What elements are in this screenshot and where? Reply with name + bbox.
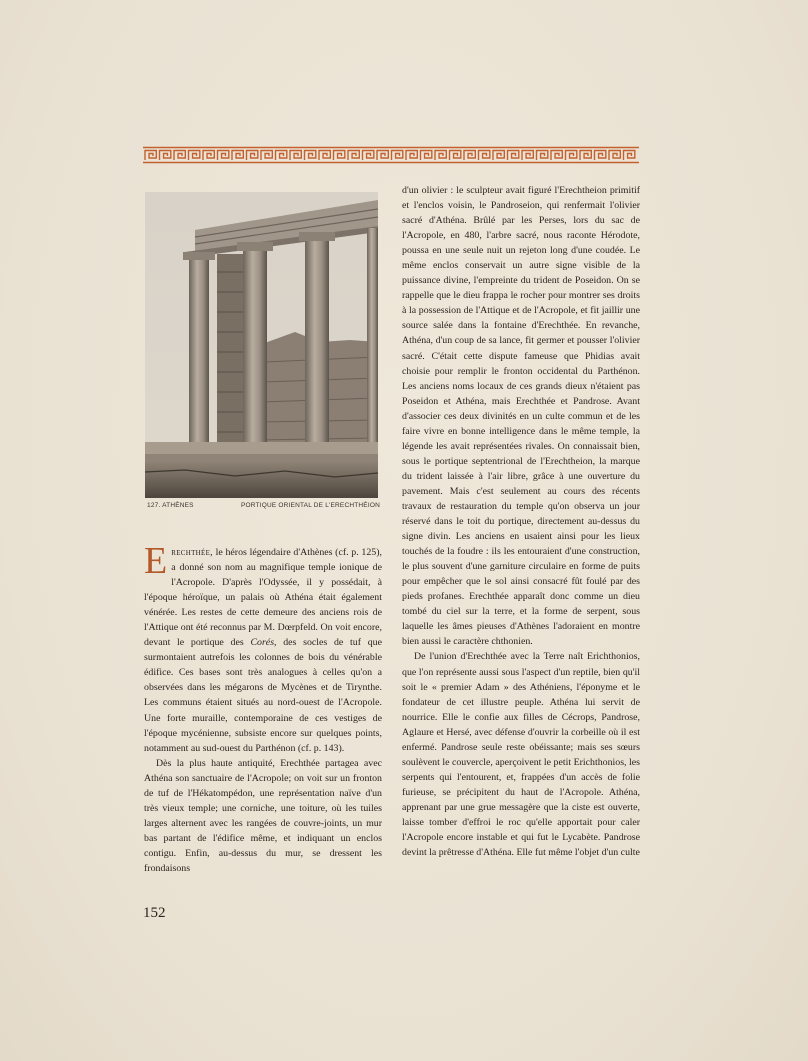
meander-unit [160, 151, 171, 161]
figure-caption [147, 502, 380, 514]
paragraph: d'un olivier : le sculpteur avait figuré l'Erechtheion primitif et l'enclos voisin, le Pandroseion, qui renfermait l'olivier sacré d'Athéna. Brûlé par les Perses, lors du sac de l'Acropole, en 480, l'arbre sacré, nous raconte Hérodote, poussa en une seule nuit un rejeton long d'une coudée. Le même enclos conservait un autre signe visible de la puissance divine, l'empreinte du trident de Poseidon. On se rappelle que le dieu frappa le rocher pour montrer ses droits à la possession de l'Attique et de l'Acropole, et fit jaillir une source salée dans la fontaine d'Erechthée. En revanche, Athéna, d'un coup de sa lance, fit germer et pousser l'olivier sacré. C'était cette dispute fameuse que Phidias avait choisie pour remplir le fronton occidental du Parthénon. Les anciens noms locaux de ces grands dieux n'étaient pas Poseidon et Athéna, mais Erechthée et Pandrose. Avant d'associer ces deux divinités en un culte commun et de les faire vivre en bonne intelligence dans le même temple, la légende les avait représentées rivales. On connaissait bien, sous le portique septentrional de l'Erechtheion, la marque du trident laissée à l'air libre, grâce à une ouverture du pavement. Mais c'est seulement au cours des récents travaux de restauration du temple qu'on observa un jour réservé dans le toit du portique, directement au-dessus du signe divin. Les anciens en usaient ainsi pour les lieux touchés de la foudre : ils les entouraient d'une construction, le plus souvent d'une garniture circulaire en forme de puits pour empêcher que le sol ainsi consacré fût foulé par des pieds profanes. Erechthée apparaît donc comme un dieu tombé du ciel sur la terre, et la forme de serpent, sous laquelle les âmes pieuses d'Athènes l'adoraient en montre bien aussi le caractère chthonien. [402, 185, 640, 648]
meander-unit [522, 151, 533, 161]
lead-word: rechthée, [171, 547, 213, 558]
drop-cap: E [144, 540, 168, 582]
meander-unit [464, 151, 475, 161]
caption-title: PORTIQUE ORIENTAL DE L'ERECHTHÉION [240, 502, 380, 509]
meander-unit [609, 151, 620, 161]
meander-unit [580, 151, 591, 161]
meander-unit [232, 151, 243, 161]
meander-unit [421, 151, 432, 161]
meander-unit [334, 151, 345, 161]
meander-unit [479, 151, 490, 161]
italic-term: Corés [250, 637, 275, 649]
meander-unit [305, 151, 316, 161]
meander-unit [218, 151, 229, 161]
meander-unit [145, 151, 156, 161]
meander-unit [276, 151, 287, 161]
meander-unit [392, 151, 403, 161]
caption-number-place: 127. ATHÈNES [147, 502, 194, 509]
meander-unit [595, 151, 606, 161]
meander-unit [537, 151, 548, 161]
meander-unit [450, 151, 461, 161]
meander-unit [363, 151, 374, 161]
greek-key-ornament [143, 146, 639, 164]
text-column-right [402, 183, 640, 860]
meander-unit [174, 151, 185, 161]
paragraph-text: le héros légendaire d'Athènes (cf. p. 125), a donné son nom au magnifique temple ionique de l'Acropole. D'après l'Odyssée, il y possédait, à l'époque héroïque, un palais où Athéna était également vénérée. Les restes de cette demeure des anciens rois de l'Attique ont été reconnus par M. Dœrpfeld. On voit encore, devant le portique des [144, 547, 382, 649]
meander-unit [493, 151, 504, 161]
paragraph-text: , des socles de tuf que surmontaient autrefois les colonnes de bois du vénérable édifice. Ces bases sont très analogues à celles qu'on a observées dans les mégarons de Mycènes et de Tirynthe. Les communs étaient situés au nord-ouest de l'Acropole. Une forte muraille, contemporaine de ces vestiges de l'époque mycénienne, subsiste encore sur quelques points, notamment au sud-ouest du Parthénon (cf. p. 143). [144, 637, 382, 754]
meander-unit [261, 151, 272, 161]
text-column-left [144, 540, 382, 876]
page-number: 152 [143, 905, 166, 921]
meander-unit [435, 151, 446, 161]
meander-unit [551, 151, 562, 161]
meander-unit [189, 151, 200, 161]
meander-unit [406, 151, 417, 161]
meander-unit [377, 151, 388, 161]
meander-unit [203, 151, 214, 161]
meander-unit [319, 151, 330, 161]
meander-unit [247, 151, 258, 161]
meander-unit [624, 151, 635, 161]
meander-unit [508, 151, 519, 161]
paragraph: Dès la plus haute antiquité, Erechthée partagea avec Athéna son sanctuaire de l'Acropole; on voit sur un fronton de tuf de l'Hékatompédon, une représentation naïve d'un très vieux temple; une corniche, une toiture, où les tuiles larges alternent avec les rangées de couvre-joints, un mur bas partant de l'édifice même, et indiquant un enclos contigu. Enfin, au-dessus du mur, se dressent les frondaisons [144, 757, 382, 874]
paragraph: De l'union d'Erechthée avec la Terre naît Erichthonios, que l'on représente aussi sous l'aspect d'un reptile, bien qu'il soit le « premier Adam » des Athéniens, l'éponyme et le fondateur de cet illustre peuple. Athéna lui servit de nourrice. Elle le confie aux filles de Cécrops, Pandrose, Aglaure et Hersé, avec défense d'ouvrir la corbeille où il est enfermé. Pandrose seule reste obéissante; mais ses sœurs soulèvent le couvercle, aperçoivent le petit Erichthonios, les serpents qui l'entourent, et, frappées d'un accès de folie furieuse, se précipitent du haut de l'Acropole. Athéna, apprenant par une grue messagère que la ciste est ouverte, laisse tomber d'effroi le roc qu'elle apportait pour caler l'Acropole encore instable et qui fut le Lycabète. Pandrose devint la prêtresse d'Athéna. Elle fut même l'objet d'un culte [402, 651, 640, 859]
meander-unit [290, 151, 301, 161]
paragraph [144, 540, 382, 756]
erechtheion-photograph [145, 192, 378, 498]
meander-unit [348, 151, 359, 161]
meander-unit [566, 151, 577, 161]
